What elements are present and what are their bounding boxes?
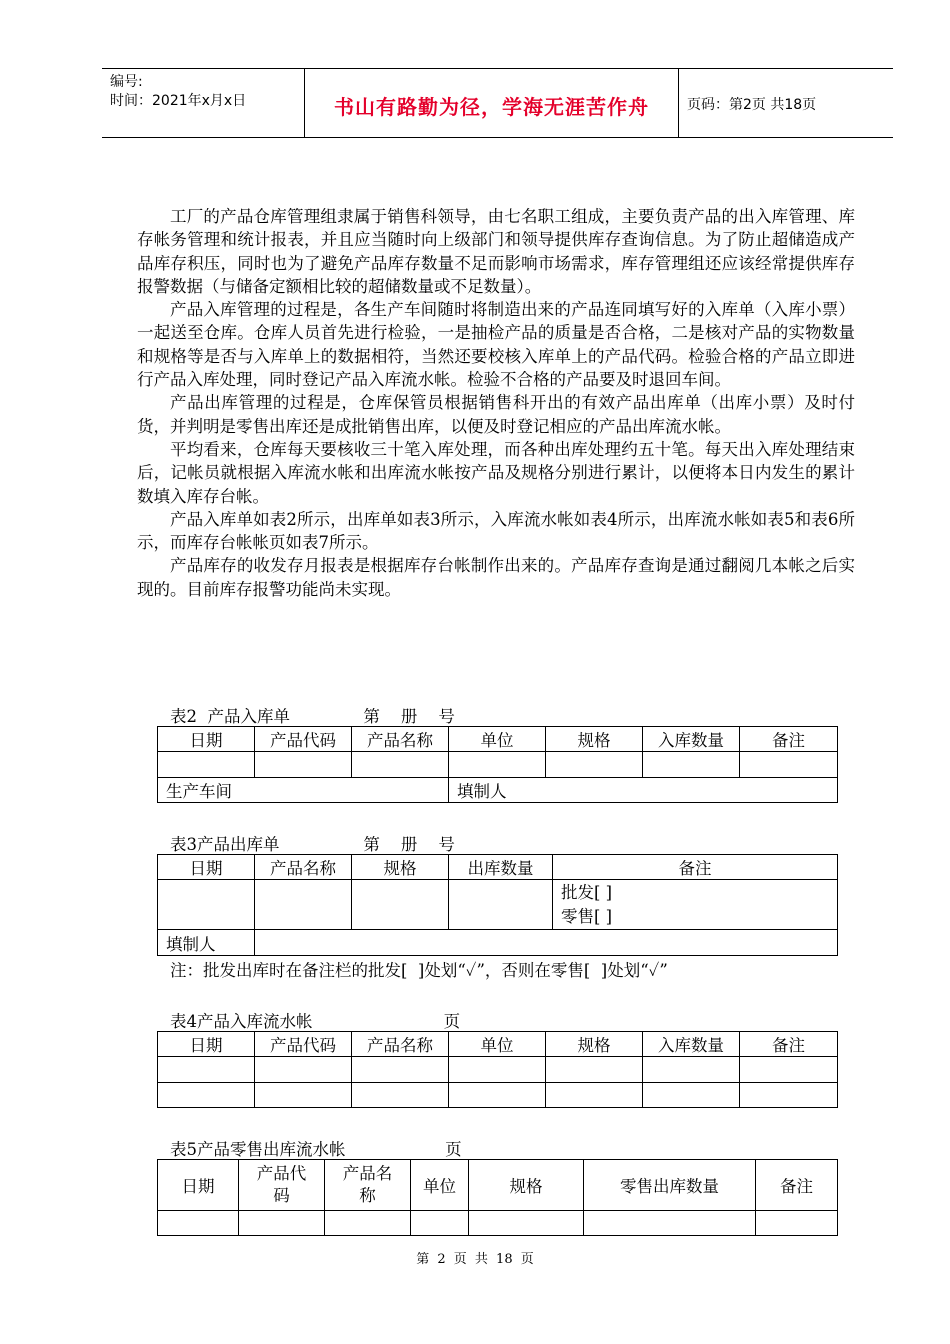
remark-cell (553, 880, 838, 930)
table3 (157, 854, 838, 956)
column-header: 零售出库数量 (584, 1160, 756, 1211)
column-header: 产品代码 (239, 1160, 325, 1211)
filler-label: 填制人 (158, 930, 255, 956)
empty-cell (469, 1211, 584, 1236)
empty-cell (643, 752, 740, 778)
time-label: 时间：2021年x月x日 (110, 93, 247, 109)
empty-cell (546, 1057, 643, 1083)
table-row (158, 1211, 838, 1236)
column-header: 产品名称 (352, 727, 449, 752)
body-text (137, 205, 855, 601)
page-footer: 第 2 页 共 18 页 (416, 1252, 534, 1267)
table2-caption: 表2 产品入库单 第 册 号 (170, 707, 455, 726)
column-header: 产品名称 (325, 1160, 411, 1211)
paragraph: 产品库存的收发存月报表是根据库存台帐制作出来的。产品库存查询是通过翻阅几本帐之后实现的。目前库存报警功能尚未实现。 (137, 556, 855, 599)
empty-cell (449, 880, 553, 930)
table-row (158, 1057, 838, 1083)
empty-cell (158, 752, 255, 778)
header-meta (110, 73, 246, 111)
table3-caption: 表3产品出库单 第 册 号 (170, 835, 455, 854)
column-header: 产品代码 (255, 1032, 352, 1057)
empty-cell (255, 1083, 352, 1108)
header-motto: 书山有路勤为径，学海无涯苦作舟 (334, 95, 649, 119)
column-header: 备注 (740, 1032, 838, 1057)
column-header: 产品代码 (255, 727, 352, 752)
table5-caption: 表5产品零售出库流水帐 页 (170, 1140, 462, 1159)
empty-cell (584, 1211, 756, 1236)
empty-cell (158, 1211, 239, 1236)
empty-cell (158, 880, 255, 930)
column-header: 产品名称 (255, 855, 352, 880)
table4 (157, 1031, 838, 1108)
table-header-row (158, 855, 838, 880)
empty-cell (325, 1211, 411, 1236)
paragraph: 产品入库管理的过程是，各生产车间随时将制造出来的产品连同填写好的入库单（入库小票）一起送至仓库。仓库人员首先进行检验，一是抽检产品的质量是否合格，二是核对产品的实物数量和规格等是否与入库单上的数据相符，当然还要校核入库单上的产品代码。检验合格的产品立即进行产品入库处理，同时登记产品入库流水帐。检验不合格的产品要及时退回车间。 (137, 300, 855, 390)
empty-cell (756, 1211, 838, 1236)
table3-note: 注：批发出库时在备注栏的批发[ ]处划“✓”，否则在零售[ ]处划“✓” (170, 961, 668, 980)
table-row (158, 752, 838, 778)
column-header: 备注 (756, 1160, 838, 1211)
workshop-label: 生产车间 (158, 778, 449, 803)
header-page-label: 页码：第2页 共18页 (687, 97, 817, 113)
wholesale-checkbox-label: 批发[ ] (561, 882, 613, 902)
column-header: 日期 (158, 727, 255, 752)
column-header: 产品名称 (352, 1032, 449, 1057)
empty-cell (255, 880, 352, 930)
empty-cell (546, 1083, 643, 1108)
column-header: 规格 (469, 1160, 584, 1211)
empty-cell (411, 1211, 469, 1236)
paragraph: 平均看来，仓库每天要核收三十笔入库处理，而各种出库处理约五十笔。每天出入库处理结束后，记帐员就根据入库流水帐和出库流水帐按产品及规格分别进行累计，以便将本日内发生的累计数填入库存台帐。 (137, 439, 855, 506)
empty-cell (643, 1057, 740, 1083)
empty-cell (255, 930, 838, 956)
paragraph: 产品出库管理的过程是，仓库保管员根据销售科开出的有效产品出库单（出库小票）及时付货，并判明是零售出库还是成批销售出库，以便及时登记相应的产品出库流水帐。 (137, 393, 855, 436)
empty-cell (239, 1211, 325, 1236)
table4-caption: 表4产品入库流水帐 页 (170, 1012, 461, 1031)
empty-cell (352, 752, 449, 778)
column-header: 日期 (158, 855, 255, 880)
empty-cell (158, 1083, 255, 1108)
table-header-row (158, 1160, 838, 1211)
retail-checkbox-label: 零售[ ] (561, 906, 613, 926)
empty-cell (449, 1057, 546, 1083)
column-header: 日期 (158, 1160, 239, 1211)
paragraph: 产品入库单如表2所示，出库单如表3所示，入库流水帐如表4所示，出库流水帐如表5和表6所示，而库存台帐帐页如表7所示。 (137, 509, 855, 553)
empty-cell (255, 752, 352, 778)
empty-cell (255, 1057, 352, 1083)
empty-cell (449, 752, 546, 778)
column-header: 出库数量 (449, 855, 553, 880)
number-label: 编号: (110, 74, 143, 90)
table-row (158, 1083, 838, 1108)
paragraph: 工厂的产品仓库管理组隶属于销售科领导，由七名职工组成，主要负责产品的出入库管理、库存帐务管理和统计报表，并且应当随时向上级部门和领导提供库存查询信息。为了防止超储造成产品库存积压，同时也为了避免产品库存数量不足而影响市场需求，库存管理组还应该经常提供库存报警数据（与储备定额相比较的超储数量或不足数量）。 (137, 207, 855, 296)
empty-cell (158, 1057, 255, 1083)
table-header-row (158, 1032, 838, 1057)
table-footer-row (158, 930, 838, 956)
column-header: 入库数量 (643, 727, 740, 752)
column-header: 入库数量 (643, 1032, 740, 1057)
table5 (157, 1159, 838, 1236)
column-header: 规格 (546, 727, 643, 752)
header-divider (678, 69, 679, 137)
page-header (102, 68, 893, 138)
filler-label: 填制人 (449, 778, 838, 803)
column-header: 单位 (449, 1032, 546, 1057)
column-header: 单位 (449, 727, 546, 752)
empty-cell (740, 1057, 838, 1083)
empty-cell (449, 1083, 546, 1108)
column-header: 规格 (352, 855, 449, 880)
empty-cell (352, 1057, 449, 1083)
column-header: 日期 (158, 1032, 255, 1057)
table-row (158, 880, 838, 930)
empty-cell (352, 1083, 449, 1108)
table-header-row (158, 727, 838, 752)
empty-cell (643, 1083, 740, 1108)
column-header: 规格 (546, 1032, 643, 1057)
empty-cell (546, 752, 643, 778)
empty-cell (352, 880, 449, 930)
table-footer-row (158, 778, 838, 803)
column-header: 备注 (553, 855, 838, 880)
empty-cell (740, 752, 838, 778)
column-header: 备注 (740, 727, 838, 752)
empty-cell (740, 1083, 838, 1108)
column-header: 单位 (411, 1160, 469, 1211)
table2 (157, 726, 838, 803)
